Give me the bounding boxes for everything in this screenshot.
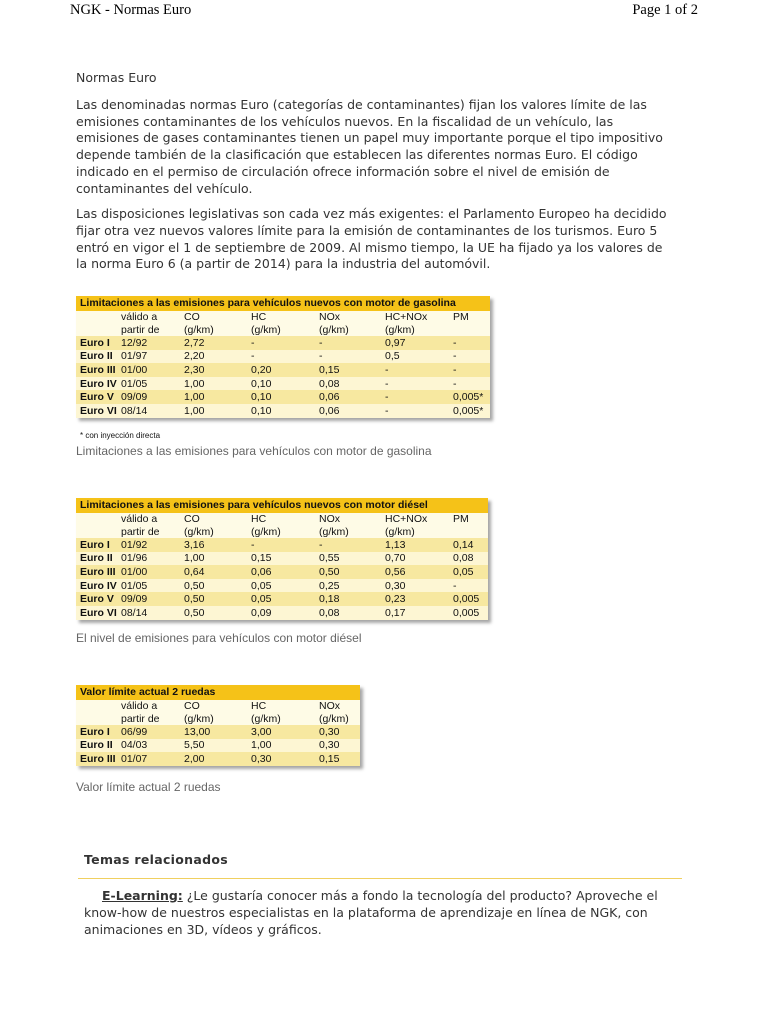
table-cell: 0,005* bbox=[449, 390, 490, 404]
table-cell: Euro III bbox=[76, 363, 117, 377]
table-cell: 0,10 bbox=[247, 390, 315, 404]
table-cell: CO bbox=[180, 700, 247, 713]
table-cell: 0,08 bbox=[449, 552, 488, 566]
table-row bbox=[76, 606, 488, 620]
table-cell: válido a bbox=[117, 311, 180, 324]
e-learning-link[interactable]: E-Learning: bbox=[102, 888, 183, 903]
table-row bbox=[76, 592, 488, 606]
table-header-row bbox=[76, 713, 360, 726]
table-cell: 0,70 bbox=[381, 552, 449, 566]
table-ruedas bbox=[76, 685, 360, 766]
table-cell bbox=[449, 526, 488, 539]
table-cell: Euro II bbox=[76, 552, 117, 566]
table-cell: 01/00 bbox=[117, 363, 180, 377]
header-title: NGK - Normas Euro bbox=[70, 2, 192, 18]
document-title: Normas Euro bbox=[76, 70, 157, 85]
table-cell: partir de bbox=[117, 526, 180, 539]
table-cell bbox=[76, 324, 117, 337]
table-cell: 0,05 bbox=[247, 579, 315, 593]
table-cell: Euro IV bbox=[76, 579, 117, 593]
table-row bbox=[76, 404, 490, 418]
table-cell: - bbox=[449, 336, 490, 350]
table-gasolina bbox=[76, 296, 490, 418]
table-cell: - bbox=[381, 390, 449, 404]
table-cell: 0,06 bbox=[247, 565, 315, 579]
table-cell: 0,55 bbox=[315, 552, 381, 566]
table-header-row bbox=[76, 324, 490, 337]
table-gasolina-grid bbox=[76, 311, 490, 418]
table-row bbox=[76, 363, 490, 377]
table-cell bbox=[76, 311, 117, 324]
table-cell: - bbox=[247, 336, 315, 350]
table-cell: Euro I bbox=[76, 336, 117, 350]
table-cell: (g/km) bbox=[381, 526, 449, 539]
table-cell: 1,00 bbox=[180, 552, 247, 566]
table-cell: 0,08 bbox=[315, 606, 381, 620]
table-cell: 0,06 bbox=[315, 390, 381, 404]
table-gasolina-caption: Limitaciones a las emisiones para vehículos con motor de gasolina bbox=[76, 444, 432, 458]
table-cell: Euro VI bbox=[76, 606, 117, 620]
table-row bbox=[76, 752, 360, 766]
table-cell: (g/km) bbox=[315, 324, 381, 337]
table-cell: 1,00 bbox=[180, 404, 247, 418]
table-cell: 3,16 bbox=[180, 538, 247, 552]
table-cell: - bbox=[449, 363, 490, 377]
table-cell: - bbox=[247, 538, 315, 552]
table-cell: 04/03 bbox=[117, 739, 180, 753]
table-cell bbox=[76, 526, 117, 539]
table-cell: (g/km) bbox=[247, 713, 315, 726]
table-cell: Euro II bbox=[76, 350, 117, 364]
table-header-row bbox=[76, 513, 488, 526]
table-cell: 2,72 bbox=[180, 336, 247, 350]
table-cell: HC+NOx bbox=[381, 311, 449, 324]
table-row bbox=[76, 390, 490, 404]
table-cell: NOx bbox=[315, 311, 381, 324]
table-cell: 01/92 bbox=[117, 538, 180, 552]
table-cell: Euro III bbox=[76, 752, 117, 766]
table-cell: (g/km) bbox=[180, 526, 247, 539]
table-cell: 08/14 bbox=[117, 606, 180, 620]
table-cell: 0,15 bbox=[315, 752, 360, 766]
page-header bbox=[70, 2, 698, 20]
table-cell: - bbox=[449, 377, 490, 391]
table-cell: 0,05 bbox=[449, 565, 488, 579]
table-cell: HC bbox=[247, 513, 315, 526]
table-cell: 2,20 bbox=[180, 350, 247, 364]
table-cell: 0,30 bbox=[247, 752, 315, 766]
table-cell: - bbox=[315, 336, 381, 350]
table-row bbox=[76, 579, 488, 593]
table-cell: 0,30 bbox=[315, 739, 360, 753]
related-topics-title: Temas relacionados bbox=[84, 852, 228, 867]
table-cell: 0,64 bbox=[180, 565, 247, 579]
e-learning-description: ¿Le gustaría conocer más a fondo la tecnología del producto? Aproveche el know-how de nuestros especialistas en la plataforma de aprendizaje en línea de NGK, con animaciones en 3D, vídeos y gráficos. bbox=[84, 888, 658, 937]
table-cell: 0,50 bbox=[315, 565, 381, 579]
table-cell: HC bbox=[247, 311, 315, 324]
page-number: Page 1 of 2 bbox=[632, 2, 698, 18]
table-cell: - bbox=[449, 350, 490, 364]
table-row bbox=[76, 538, 488, 552]
table-cell: 0,14 bbox=[449, 538, 488, 552]
table-cell: 0,005 bbox=[449, 592, 488, 606]
table-cell: 3,00 bbox=[247, 725, 315, 739]
table-cell: 0,09 bbox=[247, 606, 315, 620]
table-cell: partir de bbox=[117, 324, 180, 337]
table-cell: CO bbox=[180, 513, 247, 526]
table-row bbox=[76, 377, 490, 391]
table-cell: 0,97 bbox=[381, 336, 449, 350]
table-cell: 01/05 bbox=[117, 377, 180, 391]
table-cell: 0,50 bbox=[180, 592, 247, 606]
related-divider bbox=[78, 878, 682, 879]
table-cell bbox=[76, 700, 117, 713]
table-cell: 0,08 bbox=[315, 377, 381, 391]
table-cell: 0,30 bbox=[315, 725, 360, 739]
table-header-row bbox=[76, 526, 488, 539]
table-cell: 0,5 bbox=[381, 350, 449, 364]
paragraph-intro: Las denominadas normas Euro (categorías de contaminantes) fijan los valores límite de las emisiones contaminantes de los vehículos nuevos. En la fiscalidad de un vehículo, las emisiones de gases contaminantes tienen un papel muy importante porque el tipo impositivo depende también de la clasificación que establecen las diferentes normas Euro. El código indicado en el permiso de circulación ofrece información sobre el nivel de emisión de contaminantes del vehículo. bbox=[76, 97, 663, 196]
table-cell: - bbox=[315, 538, 381, 552]
table-cell: 0,10 bbox=[247, 404, 315, 418]
table-cell: HC+NOx bbox=[381, 513, 449, 526]
table-cell: 01/00 bbox=[117, 565, 180, 579]
table-ruedas-caption: Valor límite actual 2 ruedas bbox=[76, 780, 221, 794]
table-cell: 0,06 bbox=[315, 404, 381, 418]
table-cell: Euro II bbox=[76, 739, 117, 753]
related-topics-text bbox=[84, 887, 684, 938]
table-cell: 1,00 bbox=[180, 390, 247, 404]
table-cell: PM bbox=[449, 311, 490, 324]
table-row bbox=[76, 552, 488, 566]
table-cell: 08/14 bbox=[117, 404, 180, 418]
table-cell: 0,56 bbox=[381, 565, 449, 579]
table-cell: (g/km) bbox=[180, 324, 247, 337]
table-row bbox=[76, 739, 360, 753]
table-cell: 0,17 bbox=[381, 606, 449, 620]
table-cell: Euro I bbox=[76, 725, 117, 739]
table-row bbox=[76, 350, 490, 364]
table-cell: (g/km) bbox=[180, 713, 247, 726]
table-cell: 09/09 bbox=[117, 390, 180, 404]
table-cell: Euro IV bbox=[76, 377, 117, 391]
table-cell: - bbox=[381, 404, 449, 418]
table-cell: 12/92 bbox=[117, 336, 180, 350]
table-cell: (g/km) bbox=[381, 324, 449, 337]
table-cell: - bbox=[381, 377, 449, 391]
article bbox=[76, 70, 676, 282]
table-cell: 2,00 bbox=[180, 752, 247, 766]
table-cell: 0,10 bbox=[247, 377, 315, 391]
table-cell: 09/09 bbox=[117, 592, 180, 606]
table-cell: 1,00 bbox=[247, 739, 315, 753]
table-cell: NOx bbox=[315, 700, 360, 713]
table-cell bbox=[449, 324, 490, 337]
table-cell: 5,50 bbox=[180, 739, 247, 753]
table-row bbox=[76, 565, 488, 579]
table-cell: 01/07 bbox=[117, 752, 180, 766]
table-cell: válido a bbox=[117, 513, 180, 526]
table-ruedas-title: Valor límite actual 2 ruedas bbox=[76, 685, 360, 700]
table-cell bbox=[76, 713, 117, 726]
table-cell: 0,50 bbox=[180, 606, 247, 620]
table-diesel bbox=[76, 498, 488, 620]
table-diesel-grid bbox=[76, 513, 488, 620]
table-cell: 06/99 bbox=[117, 725, 180, 739]
table-cell: 0,005 bbox=[449, 606, 488, 620]
paragraph-legislation: Las disposiciones legislativas son cada vez más exigentes: el Parlamento Europeo ha decidido fijar otra vez nuevos valores límite para la emisión de contaminantes de los turismos. Euro 5 entró en vigor el 1 de septiembre de 2009. Al mismo tiempo, la UE ha fijado ya los valores de la norma Euro 6 (a partir de 2014) para la industria del automóvil. bbox=[76, 206, 667, 272]
table-cell: partir de bbox=[117, 713, 180, 726]
table-diesel-caption: El nivel de emisiones para vehículos con motor diésel bbox=[76, 631, 362, 645]
table-diesel-title: Limitaciones a las emisiones para vehículos nuevos con motor diésel bbox=[76, 498, 488, 513]
table-cell: Euro III bbox=[76, 565, 117, 579]
table-header-row bbox=[76, 311, 490, 324]
table-cell: (g/km) bbox=[247, 324, 315, 337]
table-cell: 1,13 bbox=[381, 538, 449, 552]
table-cell bbox=[76, 513, 117, 526]
table-cell: - bbox=[247, 350, 315, 364]
table-cell: válido a bbox=[117, 700, 180, 713]
table-cell: 2,30 bbox=[180, 363, 247, 377]
table-cell: - bbox=[315, 350, 381, 364]
table-cell: 0,23 bbox=[381, 592, 449, 606]
table-cell: 0,05 bbox=[247, 592, 315, 606]
table-cell: Euro V bbox=[76, 390, 117, 404]
table-cell: (g/km) bbox=[315, 526, 381, 539]
table-cell: PM bbox=[449, 513, 488, 526]
table-cell: Euro V bbox=[76, 592, 117, 606]
table-cell: 01/96 bbox=[117, 552, 180, 566]
table-cell: - bbox=[449, 579, 488, 593]
table-cell: CO bbox=[180, 311, 247, 324]
table-header-row bbox=[76, 700, 360, 713]
table-cell: Euro I bbox=[76, 538, 117, 552]
table-cell: 0,15 bbox=[315, 363, 381, 377]
table-cell: 0,50 bbox=[180, 579, 247, 593]
table-cell: Euro VI bbox=[76, 404, 117, 418]
table-cell: NOx bbox=[315, 513, 381, 526]
table-cell: 0,20 bbox=[247, 363, 315, 377]
table-row bbox=[76, 725, 360, 739]
table-cell: (g/km) bbox=[247, 526, 315, 539]
table-cell: 0,005* bbox=[449, 404, 490, 418]
table-cell: 0,15 bbox=[247, 552, 315, 566]
table-cell: HC bbox=[247, 700, 315, 713]
table-row bbox=[76, 336, 490, 350]
table-cell: 0,30 bbox=[381, 579, 449, 593]
table-ruedas-grid bbox=[76, 700, 360, 766]
table-cell: 0,18 bbox=[315, 592, 381, 606]
table-cell: - bbox=[381, 363, 449, 377]
table-cell: (g/km) bbox=[315, 713, 360, 726]
table-cell: 01/97 bbox=[117, 350, 180, 364]
table-gasolina-title: Limitaciones a las emisiones para vehículos nuevos con motor de gasolina bbox=[76, 296, 490, 311]
table-cell: 01/05 bbox=[117, 579, 180, 593]
table-cell: 1,00 bbox=[180, 377, 247, 391]
table-cell: 0,25 bbox=[315, 579, 381, 593]
table-gasolina-footnote: * con inyección directa bbox=[80, 431, 161, 440]
table-cell: 13,00 bbox=[180, 725, 247, 739]
